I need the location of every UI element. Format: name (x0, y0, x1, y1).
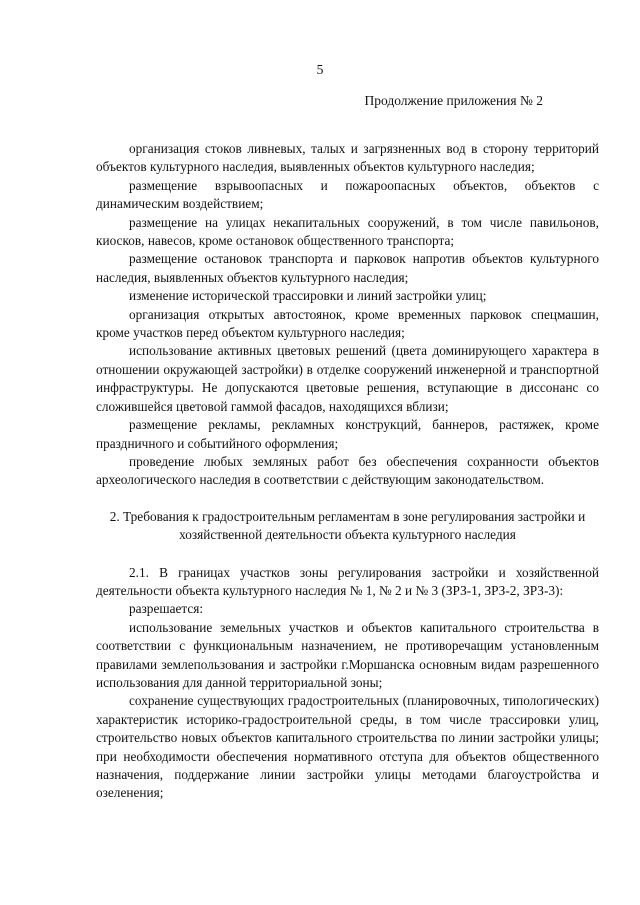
paragraph: размещение взрывоопасных и пожароопасных объектов, объектов с динамическим воздействием; (96, 177, 599, 212)
paragraph: размещение на улицах некапитальных сооружений, в том числе павильонов, киосков, навесов, кроме остановок общественного транспорта; (96, 214, 599, 249)
page-number: 5 (316, 62, 324, 77)
paragraph: использование земельных участков и объектов капитального строительства в соответствии с функциональным назначением, не противоречащим установленным правилами землепользования и застройки г.Моршанска основным видам разрешенного использования для данной территориальной зоны; (96, 619, 599, 690)
paragraph: организация открытых автостоянок, кроме временных парковок спецмашин, кроме участков перед объектом культурного наследия; (96, 306, 599, 341)
paragraph: организация стоков ливневых, талых и загрязненных вод в сторону территорий объектов культурного наследия, выявленных объектов культурного наследия; (96, 141, 599, 175)
paragraph: проведение любых земляных работ без обеспечения сохранности объектов археологического наследия в соответствии с действующим законодательством. (96, 453, 599, 488)
allowed-label: разрешается: (129, 601, 204, 617)
paragraph: изменение исторической трассировки и линий застройки улиц; (129, 288, 487, 304)
appendix-note: Продолжение приложения № 2 (364, 93, 543, 108)
paragraph: размещение остановок транспорта и парковок напротив объектов культурного наследия, выявленных объектов культурного наследия; (96, 251, 599, 285)
paragraph: использование активных цветовых решений (цвета доминирующего характера в отношении окружающей застройки) в отделке сооружений инженерной и транспортной инфраструктуры. Не допускаются цветовые решения, вступающие в диссонанс со сложившейся цветовой гаммой фасадов, находящихся вблизи; (96, 343, 599, 414)
section-heading: 2. Требования к градостроительным регламентам в зоне регулирования застройки и хозяйственной деятельности объекта культурного наследия (109, 508, 586, 543)
clause-intro: 2.1. В границах участков зоны регулирования застройки и хозяйственной деятельности объекта культурного наследия № 1, № 2 и № 3 (ЗРЗ-1, ЗРЗ-2, ЗРЗ-3): (96, 564, 599, 598)
paragraph: размещение рекламы, рекламных конструкций, баннеров, растяжек, кроме праздничного и событийного оформления; (96, 417, 599, 451)
document-body (96, 140, 599, 803)
paragraph: сохранение существующих градостроительных (планировочных, типологических) характеристик историко-градостроительной среды, в том числе трассировки улиц, строительство новых объектов капитального строительства по линии застройки улицы; при необходимости обеспечения нормативного отступа для объектов общественного назначения, поддержание линии застройки улицы методами благоустройства и озеленения; (96, 693, 599, 801)
